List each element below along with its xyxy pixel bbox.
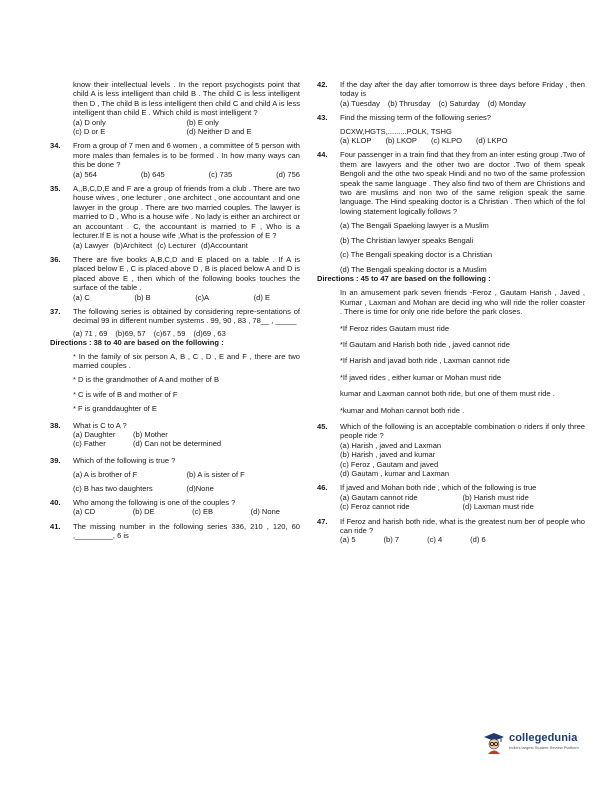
- option[interactable]: (b) 7: [383, 535, 400, 545]
- option[interactable]: (c) 4: [427, 535, 443, 545]
- option[interactable]: (d) 6: [470, 535, 486, 545]
- question-34: 34. From a group of 7 men and 6 women , a committee of 5 person with more males than females is to be formed . In how many ways can this be done ?: [50, 141, 300, 170]
- logo-text: [509, 732, 579, 750]
- question-47-options: [317, 535, 585, 544]
- question-35: 35. A,,B,C,D,E and F are a group of friends from a club . There are two house wives , one lecturer , one architect , one accountant and one lawyer in the group . There are two married couples. The lawyer is married to D , Who is a house wife . No lady is either an archirect or an accountant . C, the accountant is married to F , Who is a lecturer.If E is not a house wife ,What is the profession of E ?: [50, 184, 300, 241]
- option[interactable]: (b) E only: [186, 117, 219, 127]
- option[interactable]: (b) Mother: [133, 430, 168, 439]
- option[interactable]: (d) E: [253, 292, 270, 302]
- question-45: 45. Which of the following is an acceptable combination o riders if only three people ride ?: [317, 421, 585, 441]
- option[interactable]: (b) The Christian lawyer speaks Bengali: [340, 235, 474, 245]
- question-47: 47. If Feroz and harish both ride, what is the greatest num ber of people who can ride ?: [317, 516, 585, 536]
- question-41: 41. The missing number in the following series 336, 210 , 120, 60 ,_________, 6 is: [50, 521, 300, 541]
- option[interactable]: (d) Gautam , kumar and Laxman: [340, 469, 450, 478]
- question-42: 42. If the day after the day after tomorrow is three days before Friday , then today is: [317, 80, 585, 99]
- option[interactable]: (d)None: [186, 483, 214, 493]
- option[interactable]: (c) 735: [208, 169, 233, 179]
- option[interactable]: (c) KLPO: [430, 136, 462, 146]
- fact: * C is wife of B and mother of F: [73, 389, 178, 399]
- option[interactable]: (a) 5: [340, 535, 356, 545]
- option[interactable]: (a) 564: [73, 169, 97, 179]
- question-33-text: know their intellectual levels . In the report psychogists point that child A is less intelligent than child B . The child C is less intelligent then D , The child B is less intelligent then child C and child A is less intelligent than child E . Which child is most intelligent ?: [73, 80, 300, 118]
- option[interactable]: (c) D or E: [73, 127, 106, 137]
- option[interactable]: (a) 71 , 69: [73, 328, 108, 338]
- option[interactable]: (d) The Bengali speaking doctor is a Muslim: [340, 264, 487, 274]
- question-38-options: [50, 430, 300, 449]
- option[interactable]: (d) Neither D and E: [186, 127, 252, 137]
- left-column: [50, 80, 300, 541]
- option[interactable]: (c)67 , 59: [153, 328, 186, 338]
- option[interactable]: (d) Laxman must ride: [462, 502, 534, 512]
- option[interactable]: (c) B has two daughters: [73, 483, 153, 493]
- directions-45-47: Directions : 45 to 47 are based on the following :: [317, 273, 491, 283]
- scenario-intro: In an amusement park seven friends -Feroz , Gautam Harish , Javed , Kumar , Laxman and Mohan are decid ing who will ride the roller coaster . There is time for only one ride before the park closes.: [340, 288, 585, 317]
- option[interactable]: (c) EB: [192, 507, 214, 517]
- option[interactable]: (c) Feroz cannot ride: [340, 502, 410, 512]
- right-column: [317, 80, 585, 545]
- option[interactable]: (b)Architect: [113, 240, 153, 250]
- question-43-options: [317, 136, 585, 145]
- directions-38-40: Directions : 38 to 40 are based on the following :: [50, 338, 224, 348]
- rule: *kumar and Mohan cannot both ride .: [340, 405, 465, 415]
- option[interactable]: (c)A: [195, 292, 210, 302]
- question-40: 40. Who among the following is one of the couples ?: [50, 498, 236, 508]
- option[interactable]: (d) Monday: [487, 98, 526, 108]
- question-37-options: [50, 329, 300, 338]
- option[interactable]: (b) LKOP: [385, 136, 417, 146]
- option[interactable]: (a) C: [73, 292, 90, 302]
- question-36: 36. There are five books A,B,C,D and E placed on a table . If A is placed below E , C is placed above D , B is placed below A and D is placed above E , then which of the following books touches the surface of the table .: [50, 254, 300, 293]
- option[interactable]: (a) Tuesday: [340, 98, 380, 108]
- question-37: 37. The following series is obtained by considering repre-sentations of decimal 99 in different number systems . 99, 90 , 83 , 78__ , _____: [50, 306, 300, 326]
- rule: *If Feroz rides Gautam must ride: [340, 323, 450, 333]
- rule: *If Gautam and Harish both ride , javed cannot ride: [340, 339, 510, 349]
- question-46-options: [317, 493, 585, 512]
- option[interactable]: (c) Lecturer: [157, 240, 196, 250]
- question-38: 38. What is C to A ?: [50, 420, 127, 430]
- option[interactable]: (b) A is sister of F: [186, 470, 245, 480]
- option[interactable]: (a) The Bengali Spaeking lawyer is a Muslim: [340, 221, 489, 231]
- question-42-options: [317, 99, 585, 108]
- question-44: 44. Four passenger in a train find that they from an inter esting group .Two of them are lawyers and the other two are doctor .Two of them speak Bengoli and the othe two speak Hindi and no two of the same profession speak the same language . They also find two of them are Christions and two are muslims and non two of the same religion speak the same language. The Hind speaking doctor is a Christian . Then which of the fol lowing statement logically follows ?: [317, 150, 585, 216]
- student-mascot-icon: [483, 732, 505, 754]
- question-39-options: [50, 470, 300, 493]
- question-39: 39. Which of the following is true ?: [50, 455, 176, 465]
- question-36-options: [50, 293, 300, 302]
- option[interactable]: (c) Feroz , Gautam and javed: [340, 459, 439, 469]
- option[interactable]: (b) B: [134, 292, 151, 302]
- question-34-options: [50, 170, 300, 179]
- option[interactable]: (b) Harish must ride: [462, 492, 529, 502]
- option[interactable]: (d) None: [250, 507, 280, 517]
- rule: *If javed rides , either kumar or Mohan must ride: [340, 372, 502, 382]
- option[interactable]: (a) Daughter: [73, 430, 116, 439]
- option[interactable]: (d) LKPO: [475, 136, 508, 146]
- collegedunia-logo: [483, 732, 579, 754]
- question-35-options: [50, 241, 300, 250]
- brand-name: collegedunia: [509, 732, 578, 744]
- question-40-options: [50, 507, 300, 516]
- question-33-options: [50, 118, 300, 137]
- option[interactable]: (b) Harish , javed and kumar: [340, 450, 436, 460]
- option[interactable]: (c) The Bengali speaking doctor is a Christian: [340, 250, 493, 260]
- option[interactable]: (d) 756: [276, 169, 300, 179]
- option[interactable]: (a) Gautam cannot ride: [340, 492, 418, 502]
- option[interactable]: (a) Harish , javed and Laxman: [340, 440, 442, 450]
- option[interactable]: (c) Saturday: [438, 98, 480, 108]
- rule: kumar and Laxman cannot both ride, but one of them must ride .: [340, 389, 555, 399]
- question-46: 46. If javed and Mohan both ride , which of the following is true: [317, 483, 537, 493]
- fact: * F is granddaughter of E: [73, 404, 157, 414]
- option[interactable]: (b) 645: [140, 169, 165, 179]
- rule: *If Harish and javad both ride , Laxman cannot ride: [340, 356, 510, 366]
- option[interactable]: (b) Thrusday: [387, 98, 431, 108]
- option[interactable]: (a) CD: [73, 507, 96, 517]
- option[interactable]: (b)69, 57: [115, 328, 146, 338]
- option[interactable]: (a) D only: [73, 117, 106, 127]
- option[interactable]: (b) DE: [132, 507, 155, 517]
- option[interactable]: (d) Can not be determined: [133, 439, 222, 449]
- option[interactable]: (a) A is brother of F: [73, 470, 138, 480]
- option[interactable]: (d)Accountant: [200, 240, 248, 250]
- question-43: 43. Find the missing term of the following series?: [317, 113, 492, 123]
- option[interactable]: (a) Lawyer: [73, 240, 109, 250]
- fact: * In the family of six person A, B , C , D , E and F , there are two married couples .: [73, 351, 300, 370]
- option[interactable]: (a) KLOP: [340, 136, 372, 146]
- option[interactable]: (d)69 , 63: [193, 328, 226, 338]
- brand-tagline: India's largest Student Review Platform: [509, 745, 579, 750]
- fact: * D is the grandmother of A and mother of B: [73, 375, 219, 385]
- question-43-series: DCXW,HGTS,.........POLK, TSHG: [340, 126, 452, 136]
- option[interactable]: (c) Father: [73, 439, 106, 449]
